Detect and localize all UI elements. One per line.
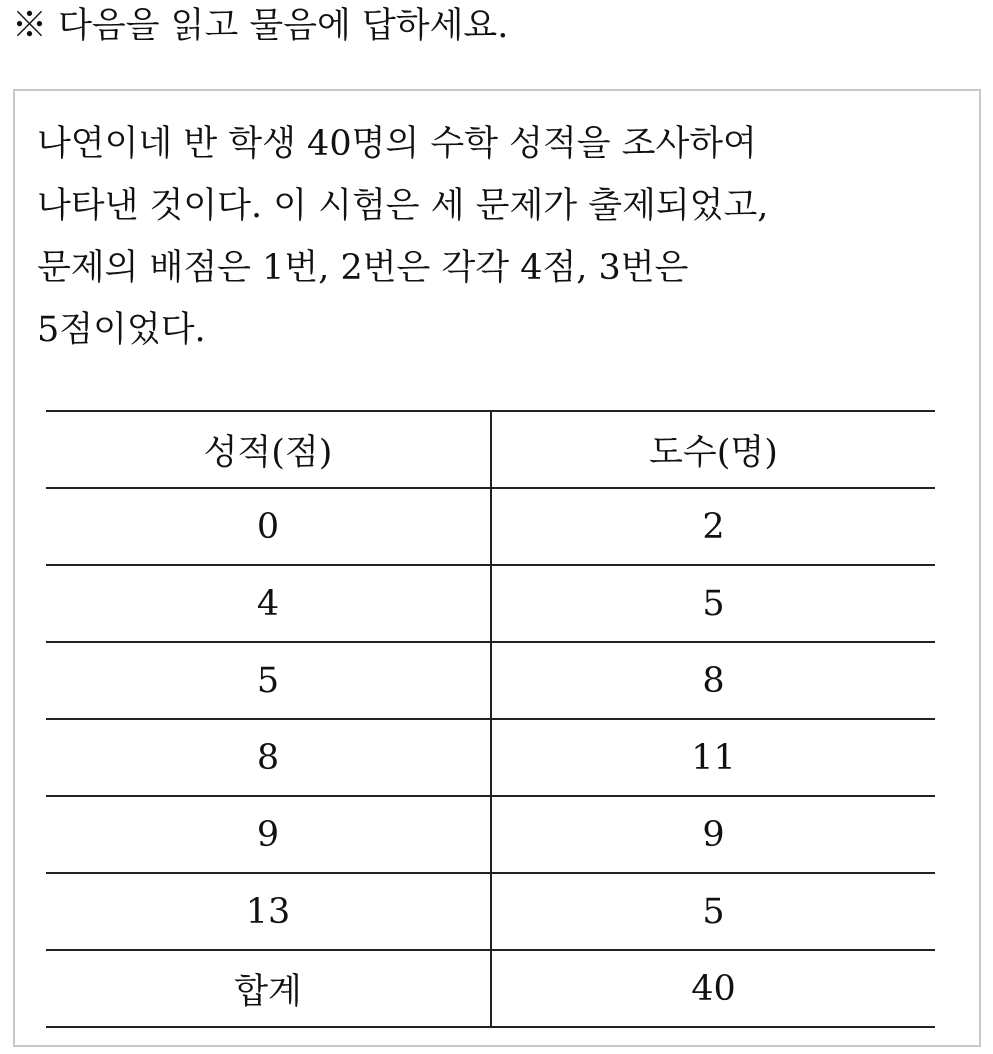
frequency-cell: 5 bbox=[491, 873, 935, 950]
frequency-cell: 9 bbox=[491, 796, 935, 873]
table-header-row bbox=[46, 411, 935, 488]
problem-box bbox=[13, 89, 981, 1047]
table-total-row bbox=[46, 950, 935, 1027]
header-score: 성적(점) bbox=[46, 411, 491, 488]
score-cell: 5 bbox=[46, 642, 491, 719]
passage-line: 나연이네 반 학생 40명의 수학 성적을 조사하여 bbox=[37, 124, 757, 164]
passage-line: 5점이었다. bbox=[37, 310, 206, 350]
table-row bbox=[46, 873, 935, 950]
score-cell: 0 bbox=[46, 488, 491, 565]
frequency-cell: 8 bbox=[491, 642, 935, 719]
table-row bbox=[46, 642, 935, 719]
frequency-table bbox=[46, 410, 935, 1028]
instruction-text: ※ 다음을 읽고 물음에 답하세요. bbox=[12, 6, 509, 46]
total-value: 40 bbox=[491, 950, 935, 1027]
score-cell: 9 bbox=[46, 796, 491, 873]
frequency-cell: 11 bbox=[491, 719, 935, 796]
passage-line: 문제의 배점은 1번, 2번은 각각 4점, 3번은 bbox=[37, 248, 689, 288]
score-cell: 8 bbox=[46, 719, 491, 796]
table-row bbox=[46, 719, 935, 796]
score-cell: 4 bbox=[46, 565, 491, 642]
score-cell: 13 bbox=[46, 873, 491, 950]
total-label: 합계 bbox=[46, 950, 491, 1027]
header-frequency: 도수(명) bbox=[491, 411, 935, 488]
table-row bbox=[46, 565, 935, 642]
passage bbox=[37, 113, 957, 361]
frequency-cell: 2 bbox=[491, 488, 935, 565]
passage-line: 나타낸 것이다. 이 시험은 세 문제가 출제되었고, bbox=[37, 186, 769, 226]
table-row bbox=[46, 488, 935, 565]
frequency-cell: 5 bbox=[491, 565, 935, 642]
table-row bbox=[46, 796, 935, 873]
